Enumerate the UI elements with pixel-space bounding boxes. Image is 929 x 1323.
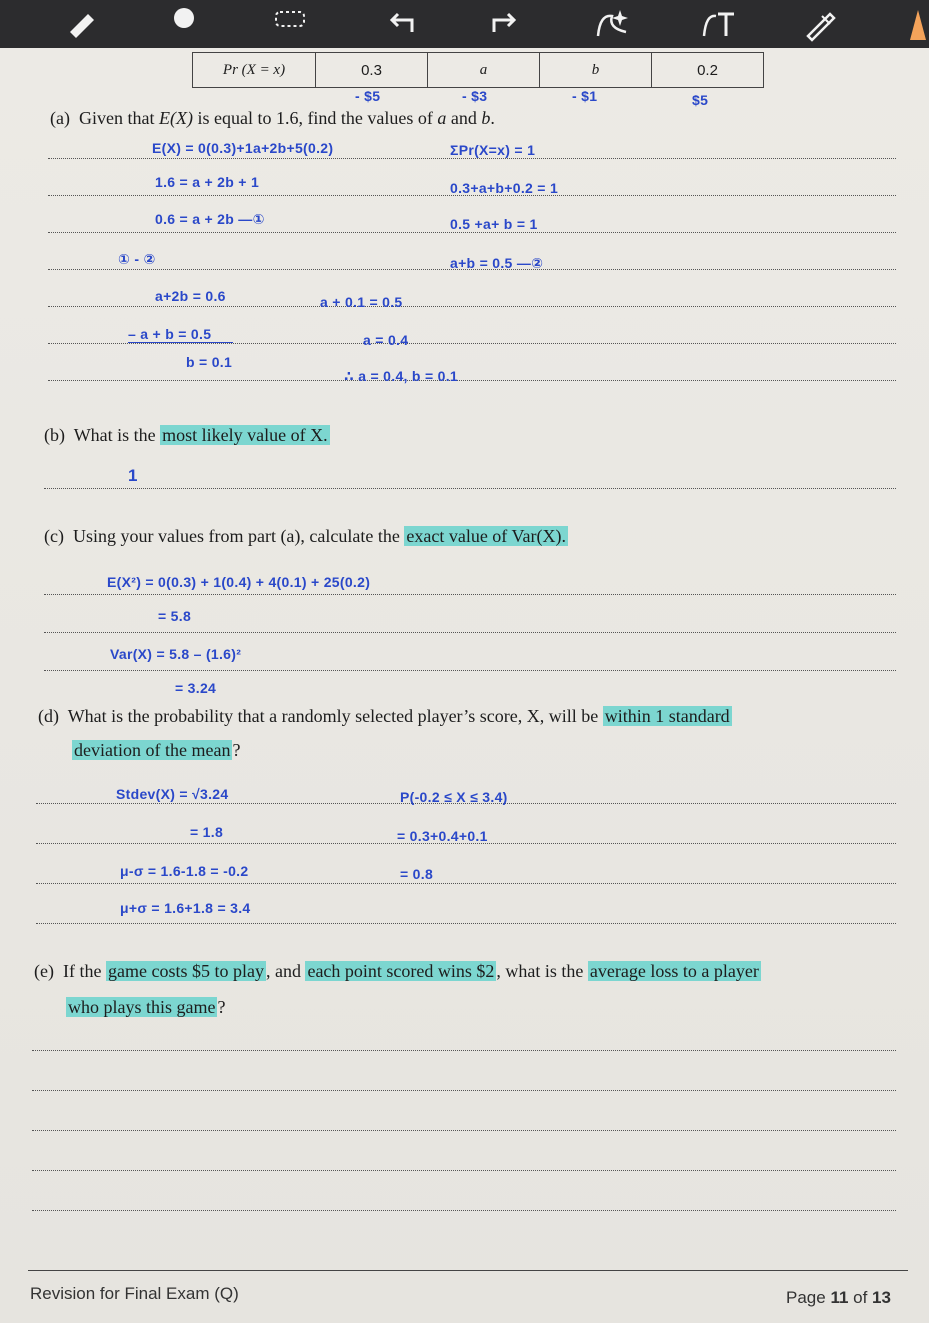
question-a: (a) Given that E(X) is equal to 1.6, find the values of a and b. [50,108,495,128]
page-number: Page 11 of 13 [786,1288,891,1307]
final-answer: = 3.24 [175,680,217,696]
table-header-cell: Pr (X = x) [193,53,316,88]
answer-line [44,594,896,595]
handwritten-annotation: - $1 [572,88,598,104]
pen-icon[interactable] [900,6,929,42]
prob-cell: 0.3 [316,53,428,88]
working-line: a+b = 0.5 —② [450,255,544,271]
working-line: a+2b = 0.6 [155,288,226,304]
final-answer: 1 [128,466,138,485]
working-line: μ-σ = 1.6-1.8 = -0.2 [120,863,249,879]
handwritten-annotation: - $3 [462,88,488,104]
answer-line [48,306,896,307]
working-line: μ+σ = 1.6+1.8 = 3.4 [120,900,251,916]
working-line: E(X²) = 0(0.3) + 1(0.4) + 4(0.1) + 25(0.2) [107,574,371,590]
handwritten-annotation: $5 [692,92,709,108]
final-answer: = 0.8 [400,866,434,882]
answer-line [48,158,896,159]
prob-cell: 0.2 [652,53,764,88]
working-line: = 0.3+0.4+0.1 [397,828,488,844]
question-b: (b) What is the most likely value of X. [44,425,328,445]
question-d-cont: deviation of the mean ? [74,740,241,760]
working-line: Stdev(X) = √3.24 [116,786,229,802]
final-answer: ∴ a = 0.4, b = 0.1 [344,368,458,384]
probability-table [192,52,764,88]
question-e: (e) If the game costs $5 to play , and each point scored wins $2 , what is the average loss to a player [34,961,759,981]
working-line: a = 0.4 [363,332,409,348]
answer-line [32,1090,896,1091]
working-line: ① - ② [118,251,156,267]
answer-line [48,232,896,233]
working-line: 0.3+a+b+0.2 = 1 [450,180,559,196]
question-d: (d) What is the probability that a randomly selected player’s score, X, will be within 1 standard [38,706,730,726]
answer-line [32,1210,896,1211]
working-line: 0.5 +a+ b = 1 [450,216,538,232]
answer-line [36,923,896,924]
annotation-toolbar [0,0,929,48]
answer-line [44,670,896,671]
working-line: Var(X) = 5.8 – (1.6)² [110,646,242,662]
question-e-cont: who plays this game ? [68,997,226,1017]
answer-line [32,1050,896,1051]
text-tool-icon[interactable] [700,6,736,42]
undo-icon[interactable] [382,6,418,42]
eraser-icon[interactable] [166,6,202,42]
prob-cell: b [540,53,652,88]
answer-line [48,380,896,381]
answer-line [32,1170,896,1171]
working-line: 1.6 = a + 2b + 1 [155,174,260,190]
answer-line [48,343,896,344]
selection-icon[interactable] [272,6,308,42]
question-c: (c) Using your values from part (a), calculate the exact value of Var(X). [44,526,566,546]
working-line: b = 0.1 [186,354,233,370]
highlighter-icon[interactable] [800,6,836,42]
redo-icon[interactable] [488,6,524,42]
working-line: = 1.8 [190,824,224,840]
handwritten-annotation: - $5 [355,88,381,104]
lasso-icon[interactable] [64,6,100,42]
answer-line [44,632,896,633]
working-line: ΣPr(X=x) = 1 [450,142,536,158]
worksheet-page [0,48,929,1323]
working-line: – a + b = 0.5 [128,326,233,343]
shape-recognition-icon[interactable] [594,6,630,42]
working-line: = 5.8 [158,608,192,624]
working-line: P(-0.2 ≤ X ≤ 3.4) [400,789,508,805]
working-line: a + 0.1 = 0.5 [320,294,403,310]
working-line: 0.6 = a + 2b —① [155,211,265,227]
answer-line [36,883,896,884]
answer-line [44,488,896,489]
working-line: E(X) = 0(0.3)+1a+2b+5(0.2) [152,140,334,156]
answer-line [32,1130,896,1131]
prob-cell: a [428,53,540,88]
footer-title: Revision for Final Exam (Q) [30,1284,239,1303]
footer-divider [28,1270,908,1271]
